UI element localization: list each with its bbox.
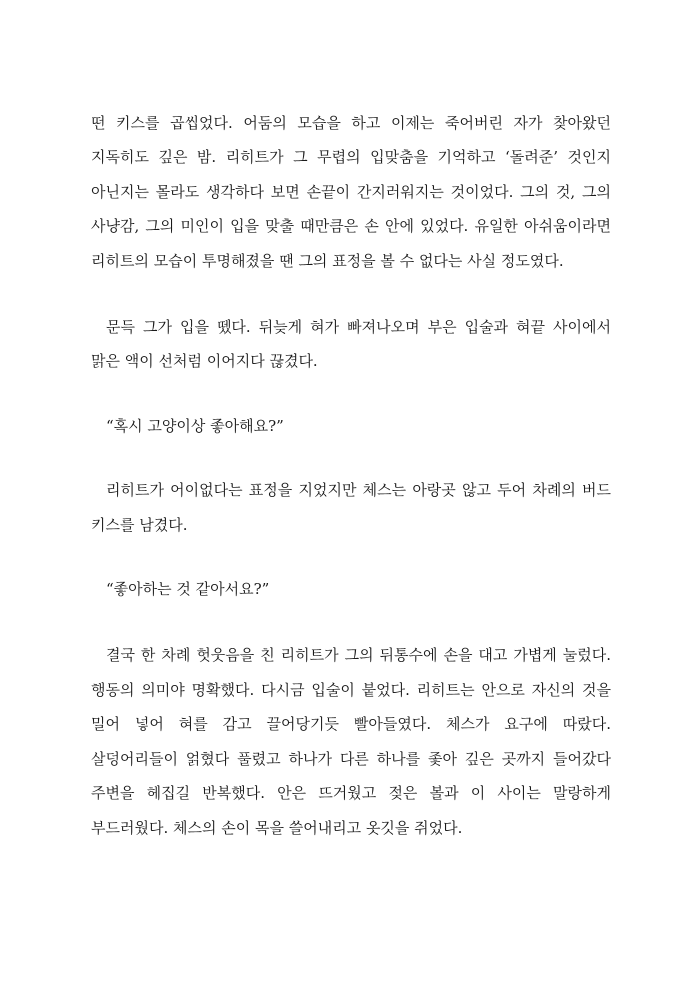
paragraph-gap bbox=[91, 278, 611, 310]
paragraph-5-dialogue: “좋아하는 것 같아서요?” bbox=[106, 580, 270, 599]
paragraph-4: 리히트가 어이없다는 표정을 지었지만 체스는 아랑곳 않고 두어 차례의 버드 키스를 남겼다. bbox=[91, 481, 611, 534]
document-page bbox=[91, 106, 611, 845]
paragraph-2: 문득 그가 입을 뗐다. 뒤늦게 혀가 빠져나오며 부은 입술과 혀끝 사이에서 맑은 액이 선처럼 이어지다 끊겼다. bbox=[91, 318, 611, 371]
paragraph-gap bbox=[91, 542, 611, 572]
paragraph-gap bbox=[91, 606, 611, 638]
paragraph-1: 떤 키스를 곱씹었다. 어둠의 모습을 하고 이제는 죽어버린 자가 찾아왔던 지독히도 깊은 밤. 리히트가 그 무렵의 입맞춤을 기억하고 ‘돌려준’ 것인지 아닌지는 몰라도 생각하다 보면 손끝이 간지러워지는 것이었다. 그의 것, 그의 사냥감, 그의 미인이 입을 맞출 때만큼은 손 안에 있었다. 유일한 아쉬움이라면 리히트의 모습이 투명해졌을 땐 그의 표정을 볼 수 없다는 사실 정도였다. bbox=[91, 114, 611, 270]
paragraph-6: 결국 한 차례 헛웃음을 친 리히트가 그의 뒤통수에 손을 대고 가볍게 눌렀다. 행동의 의미야 명확했다. 다시금 입술이 붙었다. 리히트는 안으로 자신의 것을 밀어 넣어 혀를 감고 끌어당기듯 빨아들였다. 체스가 요구에 따랐다. 살덩어리들이 얽혔다 풀렸고 하나가 다른 하나를 좇아 깊은 곳까지 들어갔다 주변을 헤집길 반복했다. 안은 뜨거웠고 젖은 볼과 이 사이는 말랑하게 부드러웠다. 체스의 손이 목을 쓸어내리고 옷깃을 쥐었다. bbox=[91, 646, 611, 837]
paragraph-gap bbox=[91, 443, 611, 473]
paragraph-3-dialogue: “혹시 고양이상 좋아해요?” bbox=[106, 416, 284, 435]
paragraph-gap bbox=[91, 379, 611, 409]
